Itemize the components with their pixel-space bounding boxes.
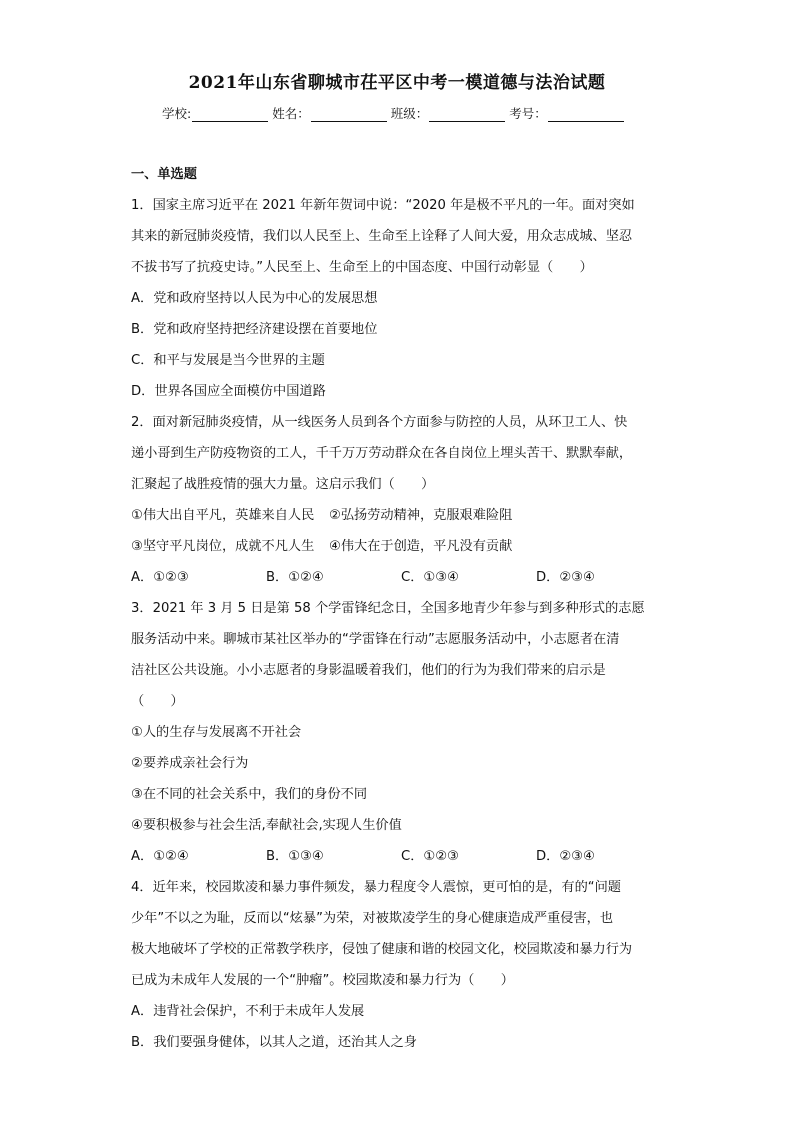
- statement-2: ②弘扬劳动精神，克服艰难险阻: [329, 508, 513, 523]
- statement-4: ④伟大在于创造，平凡没有贡献: [329, 539, 513, 554]
- choice-c: C．①②③: [401, 849, 459, 864]
- question-line: 2．面对新冠肺炎疫情，从一线医务人员到各个方面参与防控的人员，从环卫工人、快: [131, 415, 628, 430]
- name-field: [272, 104, 387, 122]
- choice-row: [131, 562, 671, 593]
- statement-row: [131, 500, 671, 531]
- class-field: [391, 104, 506, 122]
- question-line: 极大地破坏了学校的正常教学秩序，侵蚀了健康和谐的校园文化，校园欺凌和暴力行为: [131, 942, 633, 957]
- choice-c: C．①③④: [401, 570, 459, 585]
- exam-number-blank: [548, 107, 624, 122]
- question-line: 4．近年来，校园欺凌和暴力事件频发，暴力程度令人震惊，更可怕的是，有的“问题: [131, 880, 621, 895]
- question-line: 服务活动中来。聊城市某社区举办的“学雷锋在行动”志愿服务活动中，小志愿者在清: [131, 632, 620, 647]
- student-info-row: [162, 104, 628, 122]
- option-d: D．世界各国应全面模仿中国道路: [131, 384, 326, 399]
- class-label: 班级：: [390, 106, 429, 121]
- questions-content: [131, 164, 671, 1058]
- statement-row: [131, 531, 671, 562]
- class-blank: [429, 107, 505, 122]
- statement-4: ④要积极参与社会生活,奉献社会,实现人生价值: [131, 818, 402, 833]
- question-line: 递小哥到生产防疫物资的工人，千千万万劳动群众在各自岗位上埋头苦干、默默奉献，: [131, 446, 633, 461]
- question-line: 汇聚起了战胜疫情的强大力量。这启示我们（ ）: [131, 477, 435, 492]
- question-line: 少年”不以之为耻，反而以“炫暴”为荣，对被欺凌学生的身心健康造成严重侵害，也: [131, 911, 614, 926]
- choice-b: B．①③④: [266, 849, 324, 864]
- statement-1: ①人的生存与发展离不开社会: [131, 725, 302, 740]
- option-c: C．和平与发展是当今世界的主题: [131, 353, 325, 368]
- choice-a: A．①②④: [131, 849, 189, 864]
- question-4: [131, 872, 671, 1058]
- question-line: 已成为未成年人发展的一个“肿瘤”。校园欺凌和暴力行为（ ）: [131, 973, 514, 988]
- school-blank: [192, 107, 268, 122]
- section-heading: 一、单选题: [131, 167, 197, 182]
- question-line: 其来的新冠肺炎疫情，我们以人民至上、生命至上诠释了人间大爱，用众志成城、坚忍: [131, 229, 633, 244]
- choice-a: A．①②③: [131, 570, 189, 585]
- question-2: [131, 407, 671, 593]
- school-field: [162, 104, 268, 122]
- question-line: 洁社区公共设施。小小志愿者的身影温暖着我们，他们的行为为我们带来的启示是: [131, 663, 606, 678]
- exam-number-label: 考号：: [509, 106, 547, 121]
- school-label: 学校:: [162, 106, 192, 121]
- option-a: A．党和政府坚持以人民为中心的发展思想: [131, 291, 378, 306]
- choice-d: D．②③④: [536, 849, 595, 864]
- question-3: [131, 593, 671, 872]
- option-a: A．违背社会保护，不利于未成年人发展: [131, 1004, 365, 1019]
- question-line: 3．2021 年 3 月 5 日是第 58 个学雷锋纪念日，全国多地青少年参与到多种形式的志愿: [131, 601, 645, 616]
- statement-3: ③在不同的社会关系中，我们的身份不同: [131, 787, 368, 802]
- name-blank: [311, 107, 387, 122]
- option-b: B．我们要强身健体，以其人之道，还治其人之身: [131, 1035, 417, 1050]
- statement-2: ②要养成亲社会行为: [131, 756, 249, 771]
- choice-b: B．①②④: [266, 570, 324, 585]
- exam-number-field: [509, 104, 624, 122]
- statement-1: ①伟大出自平凡，英雄来自人民: [131, 508, 315, 523]
- question-1: [131, 190, 671, 407]
- choice-d: D．②③④: [536, 570, 595, 585]
- option-b: B．党和政府坚持把经济建设摆在首要地位: [131, 322, 378, 337]
- question-line: 1．国家主席习近平在 2021 年新年贺词中说：“2020 年是极不平凡的一年。面对突如: [131, 198, 635, 213]
- question-line: 不拔书写了抗疫史诗。”人民至上、生命至上的中国态度、中国行动彰显（ ）: [131, 260, 593, 275]
- exam-title: 2021年山东省聊城市茌平区中考一模道德与法治试题: [188, 73, 606, 93]
- choice-row: [131, 841, 671, 872]
- name-label: 姓名：: [272, 106, 310, 121]
- statement-3: ③坚守平凡岗位，成就不凡人生: [131, 539, 315, 554]
- question-line: （ ）: [131, 694, 184, 709]
